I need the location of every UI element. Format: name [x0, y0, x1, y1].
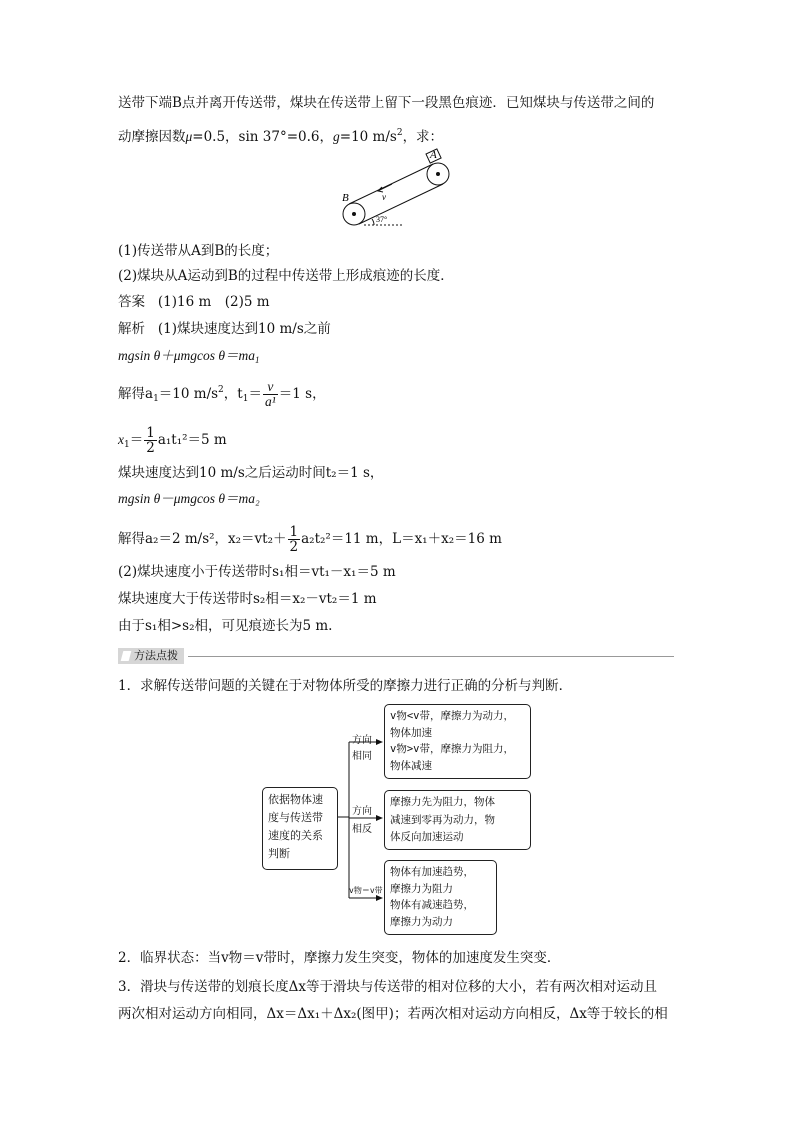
box-line: 物体有减速趋势，: [390, 899, 474, 911]
numerator: v: [263, 380, 278, 395]
g-symbol: g: [333, 129, 340, 144]
branch-1-label-top: 方向: [352, 735, 372, 746]
analysis-text: 解得a₂＝2 m/s²，x₂＝vt₂＋: [118, 531, 287, 547]
numerator: 1: [146, 425, 155, 441]
analysis-line-9: 煤块速度大于传送带时s₂相＝x₂－vt₂＝1 m: [118, 591, 377, 607]
equation: mgsin θ＋μmgcos θ＝ma: [118, 348, 256, 363]
analysis-text: a₁t₁²＝5 m: [157, 432, 227, 448]
root-line: 度与传送带: [268, 811, 323, 824]
box-line: 摩擦力先为阻力，物体: [390, 796, 495, 808]
answer-text: (1)16 m (2)5 m: [157, 294, 270, 310]
section-title: 方法点拨: [118, 648, 184, 664]
analysis-text: a₂t₂²＝11 m，L＝x₁＋x₂＝16 m: [301, 531, 502, 547]
diagram-box-equal-velocity: [384, 860, 497, 935]
analysis-text: ＝1 s，: [278, 386, 326, 402]
branch-1-label-bottom: 相同: [352, 751, 372, 762]
label-a: A: [430, 149, 437, 161]
analysis-line-5: 煤块速度达到10 m/s之后运动时间t₂＝1 s，: [118, 465, 384, 481]
mu-symbol: μ: [185, 129, 193, 144]
diagram-box-same-direction: [384, 704, 531, 779]
question-2: (2)煤块从A运动到B的过程中传送带上形成痕迹的长度．: [118, 268, 454, 284]
analysis-text: ＝: [129, 432, 144, 448]
branch-2-label-bottom: 相反: [352, 824, 372, 835]
box-line: 摩擦力为阻力: [390, 882, 453, 895]
root-line: 速度的关系: [268, 829, 323, 842]
box-line: 物体减速: [390, 759, 432, 772]
analysis-text: ＝: [248, 386, 262, 402]
method-point-3b: 两次相对运动方向相同，Δx＝Δx₁＋Δx₂(图甲)；若两次相对运动方向相反，Δx等于较长的相: [118, 1006, 668, 1022]
label-v: v: [382, 192, 386, 202]
subscript: 1: [124, 440, 130, 450]
subscript: 1: [153, 394, 159, 404]
question-1: (1)传送带从A到B的长度；: [118, 243, 279, 259]
analysis-text: 解得a: [118, 386, 154, 402]
denominator: 2: [289, 539, 299, 555]
diagram-box-opposite-direction: [384, 790, 531, 850]
analysis-line-6: mgsin θ－μmgcos θ＝ma₂: [118, 491, 260, 506]
analysis-line-10: 由于s₁相>s₂相，可见痕迹长为5 m.: [118, 618, 333, 634]
analysis-text: x: [118, 432, 124, 447]
box-line: 体反向加速运动: [390, 831, 464, 843]
root-line: 判断: [268, 847, 290, 860]
angle-label: 37°: [376, 215, 388, 224]
label-b: B: [342, 192, 349, 204]
method-point-3a: 3．滑块与传送带的划痕长度Δx等于滑块与传送带的相对位移的大小，若有两次相对运动且: [118, 979, 657, 995]
problem-line-1: 送带下端B点并离开传送带，煤块在传送带上留下一段黑色痕迹．已知煤块与传送带之间的: [118, 95, 655, 111]
problem-text: ，求：: [402, 129, 444, 145]
problem-text: =0.5，sin 37°=0.6，: [192, 129, 334, 145]
analysis-text: (1)煤块速度达到10 m/s之前: [157, 321, 331, 337]
denominator: 2: [146, 440, 155, 456]
analysis-text: ＝10 m/s: [158, 386, 219, 402]
diagram-root-box: [262, 787, 338, 870]
box-line: 摩擦力为动力: [390, 915, 453, 928]
numerator: 1: [289, 524, 299, 540]
box-line: 减速到零再为动力，物: [390, 813, 495, 826]
branch-2-label-top: 方向: [352, 806, 372, 817]
superscript: 2: [218, 385, 224, 395]
box-line: 物体加速: [390, 726, 432, 739]
box-line: v物<v带，摩擦力为动力，: [390, 710, 514, 722]
problem-text: 动摩擦因数: [118, 129, 186, 145]
analysis-label: 解析: [118, 321, 145, 337]
superscript: 2: [396, 128, 403, 138]
root-line: 依据物体速: [268, 793, 323, 806]
box-line: v物>v带，摩擦力为阻力，: [390, 743, 514, 755]
method-point-2: 2．临界状态：当v物＝v带时，摩擦力发生突变，物体的加速度发生突变．: [118, 950, 561, 966]
method-point-1: 1．求解传送带问题的关键在于对物体所受的摩擦力进行正确的分析与判断．: [118, 678, 573, 694]
subscript: 1: [255, 355, 260, 365]
denominator: a¹: [264, 394, 276, 409]
analysis-line-8: (2)煤块速度小于传送带时s₁相＝vt₁－x₁＝5 m: [118, 564, 396, 580]
problem-text: =10 m/s: [339, 129, 397, 145]
box-line: 物体有加速趋势，: [390, 866, 474, 878]
subscript: 1: [242, 394, 249, 404]
answer-label: 答案: [118, 294, 145, 310]
branch-3-label: v物＝v带: [349, 886, 383, 895]
analysis-text: ，t: [223, 386, 243, 402]
